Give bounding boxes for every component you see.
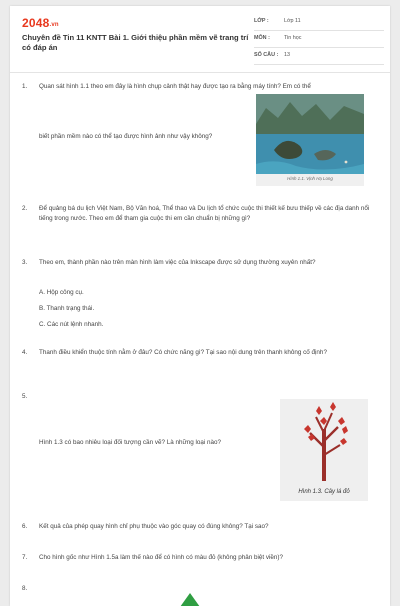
document-page [10,6,390,606]
figure-red-leaf-tree [280,399,368,501]
site-logo[interactable] [22,16,59,30]
logo-suffix: .vn [49,22,59,28]
logo-brand: 2048 [22,16,50,30]
red-leaf-tree-image [280,399,368,485]
question-number: 2. [22,205,28,212]
meta-label: MÔN : [254,35,270,41]
answer-option-b[interactable]: B. Thanh trạng thái. [39,305,95,312]
question-text: Thanh điều khiển thuộc tính nằm ở đâu? Có chức năng gì? Tại sao nội dung trên thanh không cố định? [39,349,327,356]
meta-row-class [254,16,384,31]
question-number: 3. [22,259,28,266]
meta-value: Lớp 11 [284,18,301,24]
question-text: Hình 1.3 có bao nhiêu loại đối tượng cần vẽ? Là những loại nào? [39,439,222,446]
question-number: 4. [22,349,28,356]
meta-row-subject [254,33,384,48]
question-text: Kết quả của phép quay hình chỉ phụ thuộc vào góc quay có đúng không? Tại sao? [39,523,269,530]
meta-label: SỐ CÂU : [254,52,279,58]
figure-1-caption: Hình 1.1. Vịnh Hạ Long [287,176,333,181]
meta-label: LỚP : [254,18,269,24]
answer-option-a[interactable]: A. Hộp công cụ. [39,289,84,296]
question-7 [22,553,378,565]
question-text: Để quảng bá du lịch Việt Nam, Bộ Văn hoá, Thể thao và Du lịch tổ chức cuộc thi thiết kế bưu thiếp về các địa danh nổi tiếng trong nước. Theo em để tham gia cuộc thi em cần chuẩn bị những gì? [39,205,370,222]
question-number: 1. [22,83,28,90]
meta-row-count [254,50,384,65]
meta-value: Tin học [284,35,302,41]
question-8 [22,584,378,596]
question-2 [22,204,378,236]
document-title: Chuyên đề Tin 11 KNTT Bài 1. Giới thiệu phần mềm vẽ trang trí có đáp án [22,33,249,52]
question-number: 8. [22,585,28,592]
meta-table [254,16,384,67]
document-header [10,6,390,70]
ha-long-bay-image [256,94,364,174]
question-text: Cho hình gốc như Hình 1.5a làm thế nào để có hình có màu đỏ (không phân biệt viền)? [39,554,284,561]
question-text-line1: Quan sát hình 1.1 theo em đây là hình chụp cảnh thật hay được tạo ra bằng máy tính? Em có thể [39,83,311,90]
meta-value: 13 [284,52,290,58]
figure-ha-long-bay [256,94,364,186]
question-6 [22,522,378,534]
question-text: Theo em, thành phần nào trên màn hình làm việc của Inkscape được sử dụng thường xuyên nhất? [39,259,316,266]
header-divider [10,72,390,73]
figure-2-caption: Hình 1.3. Cây lá đỏ [298,489,350,495]
question-number: 5. [22,393,28,400]
question-3 [22,258,378,338]
question-text-line2: biết phần mềm nào có thể tạo được hình ảnh như vậy không? [39,133,213,140]
question-4 [22,348,378,372]
answer-option-c[interactable]: C. Các nút lệnh nhanh. [39,321,104,328]
question-number: 6. [22,523,28,530]
question-number: 7. [22,554,28,561]
